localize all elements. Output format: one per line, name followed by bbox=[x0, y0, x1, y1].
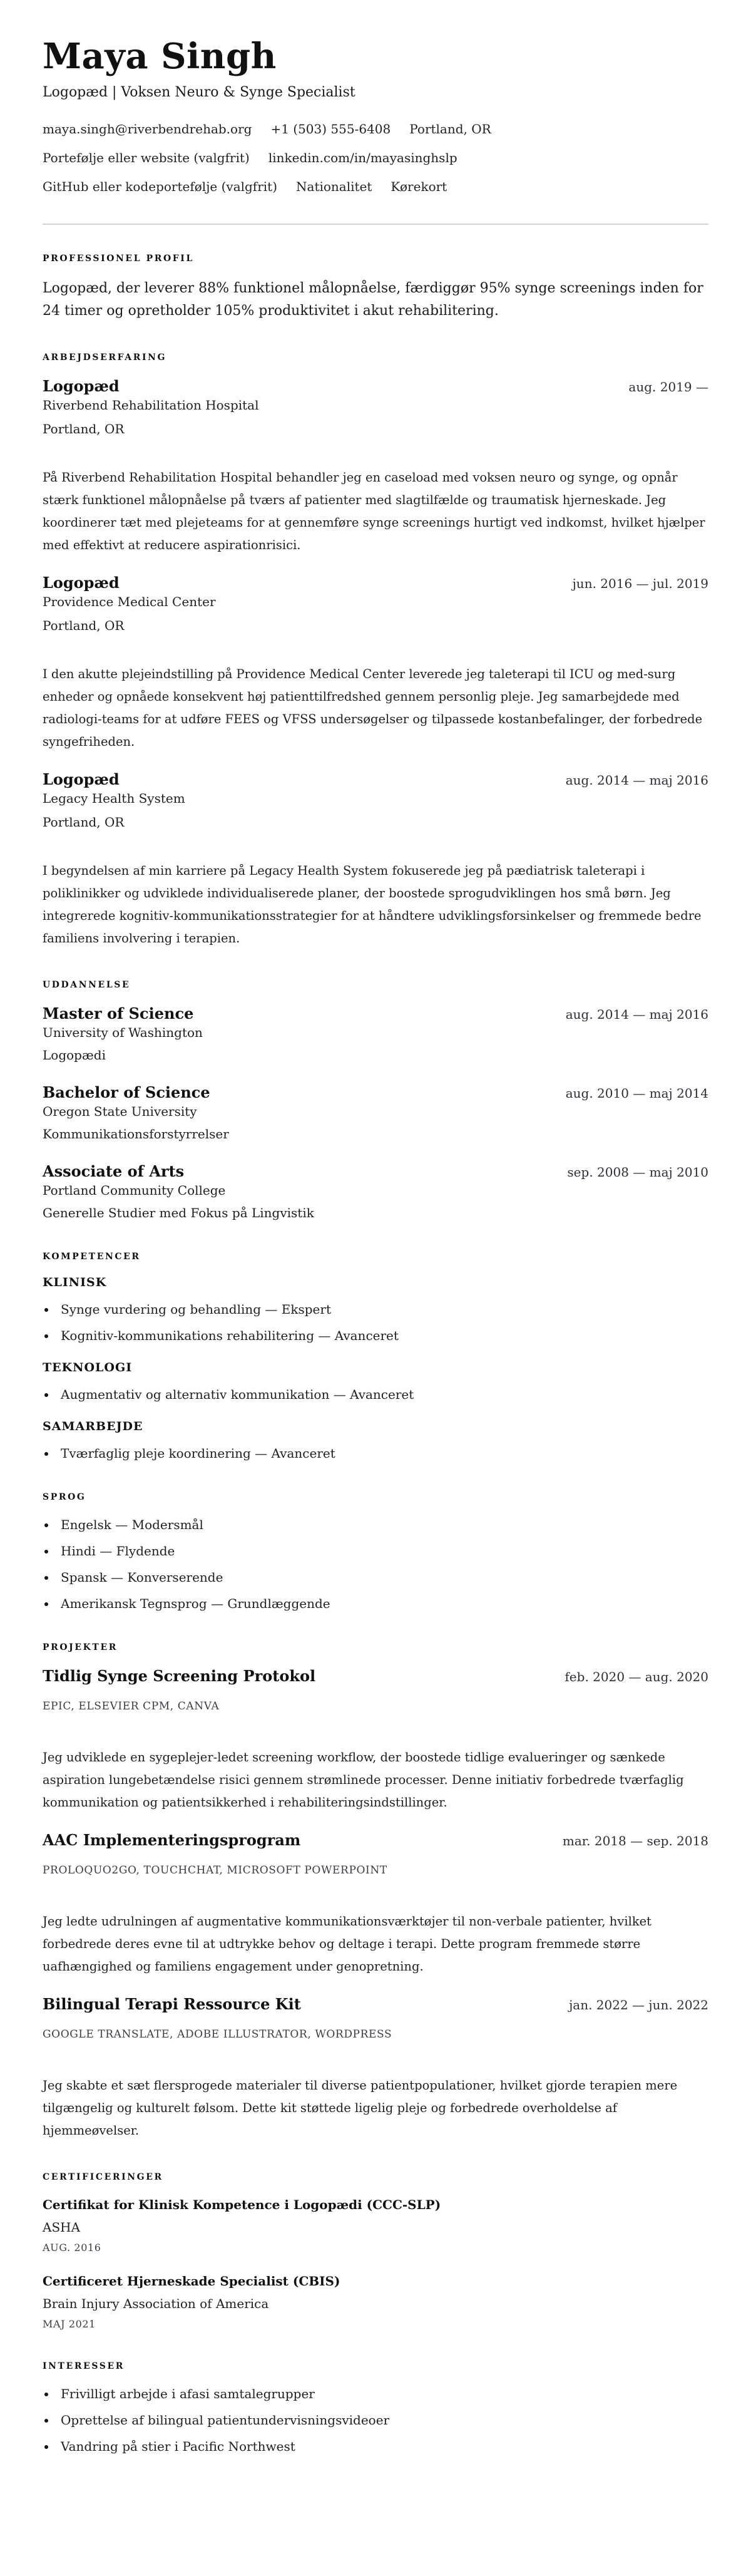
school-name: Portland Community College bbox=[43, 1183, 226, 1198]
certification-name: Certificeret Hjerneskade Specialist (CBIS) bbox=[43, 2274, 340, 2289]
certification-entry bbox=[43, 2272, 708, 2331]
job-location: Portland, OR bbox=[43, 618, 125, 634]
contact-row-extra bbox=[43, 178, 708, 195]
job-description: På Riverbend Rehabilitation Hospital behandler jeg en caseload med voksen neuro og synge, og opnår stærk funktionel målopnåelse på tværs af patienter med slagtilfælde og traumatisk hjerneskade. Jeg koordinerer tæt med plejeteams for at gennemføre synge screenings hurtigt ved indkomst, hvilket hjælper med effektivt at reducere aspirationrisici. bbox=[43, 470, 705, 553]
projects-section bbox=[43, 1642, 708, 2142]
skill-item: Augmentativ og alternativ kommunikation — Avanceret bbox=[43, 1386, 708, 1403]
skills-section bbox=[43, 1252, 708, 1462]
candidate-name: Maya Singh bbox=[43, 36, 277, 77]
education-entry bbox=[43, 1083, 708, 1143]
degree-title: Master of Science bbox=[43, 1004, 194, 1023]
skill-list-collaboration bbox=[43, 1445, 708, 1462]
project-description: Jeg udviklede en sygeplejer-ledet screening workflow, der boostede tidlige evalueringer og sænkede aspiration lungebetændelse risici gennem strømlinede processer. Denne initiativ forbedrede tværfaglig kommunikation og patientsikkerhed i rehabiliteringsindstillinger. bbox=[43, 1750, 684, 1810]
languages-section bbox=[43, 1492, 708, 1612]
section-title-profile: PROFESSIONEL PROFIL bbox=[43, 254, 194, 264]
school-name: University of Washington bbox=[43, 1025, 203, 1041]
project-description: Jeg skabte et sæt flersprogede materialer til diverse patientpopulationer, hvilket gjorde terapien mere tilgængelig og kulturelt følsom. Dette kit støttede ligelig pleje og forbedrede overholdelse af hjemmeøvelser. bbox=[43, 2078, 678, 2138]
education-entry bbox=[43, 1162, 708, 1222]
contact-nationality: Nationalitet bbox=[296, 179, 372, 195]
contact-row-links bbox=[43, 149, 708, 167]
header-divider bbox=[43, 224, 708, 225]
project-dates: feb. 2020 — aug. 2020 bbox=[565, 1669, 708, 1685]
section-title-experience: ARBEJDSERFARING bbox=[43, 353, 167, 363]
job-title: Logopæd bbox=[43, 770, 120, 789]
contact-portfolio[interactable]: Portefølje eller website (valgfrit) bbox=[43, 150, 250, 166]
experience-entry bbox=[43, 770, 708, 950]
project-entry bbox=[43, 1994, 708, 2142]
skill-list-clinical bbox=[43, 1301, 708, 1344]
certifications-section bbox=[43, 2172, 708, 2331]
contact-email[interactable]: maya.singh@riverbendrehab.org bbox=[43, 121, 252, 137]
study-field: Kommunikationsforstyrrelser bbox=[43, 1126, 229, 1142]
certification-date: AUG. 2016 bbox=[43, 2242, 101, 2254]
contact-phone[interactable]: +1 (503) 555-6408 bbox=[270, 121, 391, 137]
job-company: Providence Medical Center bbox=[43, 594, 216, 610]
contact-location: Portland, OR bbox=[409, 121, 491, 137]
interests-section bbox=[43, 2361, 708, 2455]
certification-date: MAJ 2021 bbox=[43, 2318, 96, 2331]
education-entry bbox=[43, 1004, 708, 1064]
job-dates: aug. 2014 — maj 2016 bbox=[565, 773, 708, 788]
certification-issuer: Brain Injury Association of America bbox=[43, 2296, 269, 2312]
experience-section bbox=[43, 353, 708, 950]
degree-title: Bachelor of Science bbox=[43, 1083, 210, 1102]
certification-issuer: ASHA bbox=[43, 2220, 81, 2235]
contact-linkedin[interactable]: linkedin.com/in/mayasinghslp bbox=[268, 150, 457, 166]
project-entry bbox=[43, 1666, 708, 1814]
job-description: I den akutte plejeindstilling på Providence Medical Center leverede jeg taleterapi til ICU og med-surg enheder og opnåede konsekvent høj patienttilfredshed gennem personlig pleje. Jeg samarbejdede med radiologi-teams for at udføre FEES og VFSS undersøgelser og tilpassede kostanbefalinger, der forbedrede syngefriheden. bbox=[43, 667, 703, 750]
school-name: Oregon State University bbox=[43, 1104, 197, 1120]
project-name: Tidlig Synge Screening Protokol bbox=[43, 1667, 316, 1686]
skill-group-clinical: KLINISK bbox=[43, 1275, 107, 1290]
education-section bbox=[43, 980, 708, 1222]
interest-item: Oprettelse af bilingual patientundervisningsvideoer bbox=[43, 2411, 708, 2429]
degree-dates: sep. 2008 — maj 2010 bbox=[567, 1165, 708, 1180]
experience-entry bbox=[43, 573, 708, 753]
job-description: I begyndelsen af min karriere på Legacy Health System fokuserede jeg på pædiatrisk taleterapi i poliklinikker og udviklede individualiserede planer, der boostede sprogudviklingen hos små børn. Jeg integrerede kognitiv-kommunikationsstrategier for at håndtere udviklingsforsinkelser og fremmede bedre familiens involvering i terapien. bbox=[43, 863, 702, 946]
project-dates: mar. 2018 — sep. 2018 bbox=[562, 1833, 708, 1849]
section-title-interests: INTERESSER bbox=[43, 2361, 125, 2372]
study-field: Logopædi bbox=[43, 1048, 106, 1063]
contact-github[interactable]: GitHub eller kodeportefølje (valgfrit) bbox=[43, 179, 278, 195]
interest-list bbox=[43, 2385, 708, 2455]
skill-group-technology: TEKNOLOGI bbox=[43, 1361, 133, 1375]
degree-dates: aug. 2014 — maj 2016 bbox=[565, 1007, 708, 1023]
language-item: Engelsk — Modersmål bbox=[43, 1516, 708, 1533]
job-dates: jun. 2016 — jul. 2019 bbox=[572, 576, 708, 592]
project-dates: jan. 2022 — jun. 2022 bbox=[569, 1997, 708, 2013]
study-field: Generelle Studier med Fokus på Lingvistik bbox=[43, 1205, 314, 1221]
skill-item: Kognitiv-kommunikations rehabilitering — Avanceret bbox=[43, 1327, 708, 1344]
degree-dates: aug. 2010 — maj 2014 bbox=[565, 1086, 708, 1101]
job-location: Portland, OR bbox=[43, 421, 125, 437]
project-entry bbox=[43, 1830, 708, 1978]
section-title-projects: PROJEKTER bbox=[43, 1642, 118, 1653]
profile-summary: Logopæd, der leverer 88% funktionel målopnåelse, færdiggør 95% synge screenings inden for 24 timer og opretholder 105% produktivitet i akut rehabilitering. bbox=[43, 281, 703, 319]
job-dates: aug. 2019 — bbox=[628, 379, 708, 395]
project-name: Bilingual Terapi Ressource Kit bbox=[43, 1995, 301, 2014]
job-company: Riverbend Rehabilitation Hospital bbox=[43, 398, 259, 413]
section-title-languages: SPROG bbox=[43, 1492, 86, 1503]
job-title: Logopæd bbox=[43, 574, 120, 592]
resume-header bbox=[43, 38, 708, 195]
interest-item: Frivilligt arbejde i afasi samtalegrupper bbox=[43, 2385, 708, 2403]
language-item: Amerikansk Tegnsprog — Grundlæggende bbox=[43, 1595, 708, 1612]
language-item: Spansk — Konverserende bbox=[43, 1569, 708, 1586]
contact-row-primary bbox=[43, 120, 708, 138]
job-company: Legacy Health System bbox=[43, 791, 185, 806]
skill-group-collaboration: SAMARBEJDE bbox=[43, 1419, 143, 1434]
contact-drivers-license: Kørekort bbox=[391, 179, 447, 195]
section-title-education: UDDANNELSE bbox=[43, 980, 131, 991]
experience-entry bbox=[43, 376, 708, 557]
project-tech-stack: PROLOQUO2GO, TOUCHCHAT, MICROSOFT POWERPOINT bbox=[43, 1864, 387, 1877]
profile-section bbox=[43, 254, 708, 322]
job-title: Logopæd bbox=[43, 377, 120, 396]
certification-entry bbox=[43, 2196, 708, 2255]
job-location: Portland, OR bbox=[43, 815, 125, 830]
language-list bbox=[43, 1516, 708, 1612]
interest-item: Vandring på stier i Pacific Northwest bbox=[43, 2438, 708, 2455]
candidate-headline: Logopæd | Voksen Neuro & Synge Specialist bbox=[43, 84, 355, 100]
skill-list-technology bbox=[43, 1386, 708, 1403]
section-title-certifications: CERTIFICERINGER bbox=[43, 2172, 163, 2183]
project-description: Jeg ledte udrulningen af augmentative kommunikationsværktøjer til non-verbale patienter, hvilket forbedrede deres evne til at udtrykke behov og deltage i terapi. Dette program fremmede større uafhængighed og familiens engagement under genopretning. bbox=[43, 1914, 652, 1974]
skill-item: Synge vurdering og behandling — Ekspert bbox=[43, 1301, 708, 1318]
project-name: AAC Implementeringsprogram bbox=[43, 1831, 301, 1850]
project-tech-stack: EPIC, ELSEVIER CPM, CANVA bbox=[43, 1700, 220, 1713]
section-title-skills: KOMPETENCER bbox=[43, 1252, 141, 1262]
certification-name: Certifikat for Klinisk Kompetence i Logopædi (CCC-SLP) bbox=[43, 2197, 441, 2213]
language-item: Hindi — Flydende bbox=[43, 1542, 708, 1560]
skill-item: Tværfaglig pleje koordinering — Avanceret bbox=[43, 1445, 708, 1462]
project-tech-stack: GOOGLE TRANSLATE, ADOBE ILLUSTRATOR, WORDPRESS bbox=[43, 2028, 392, 2041]
degree-title: Associate of Arts bbox=[43, 1162, 185, 1181]
